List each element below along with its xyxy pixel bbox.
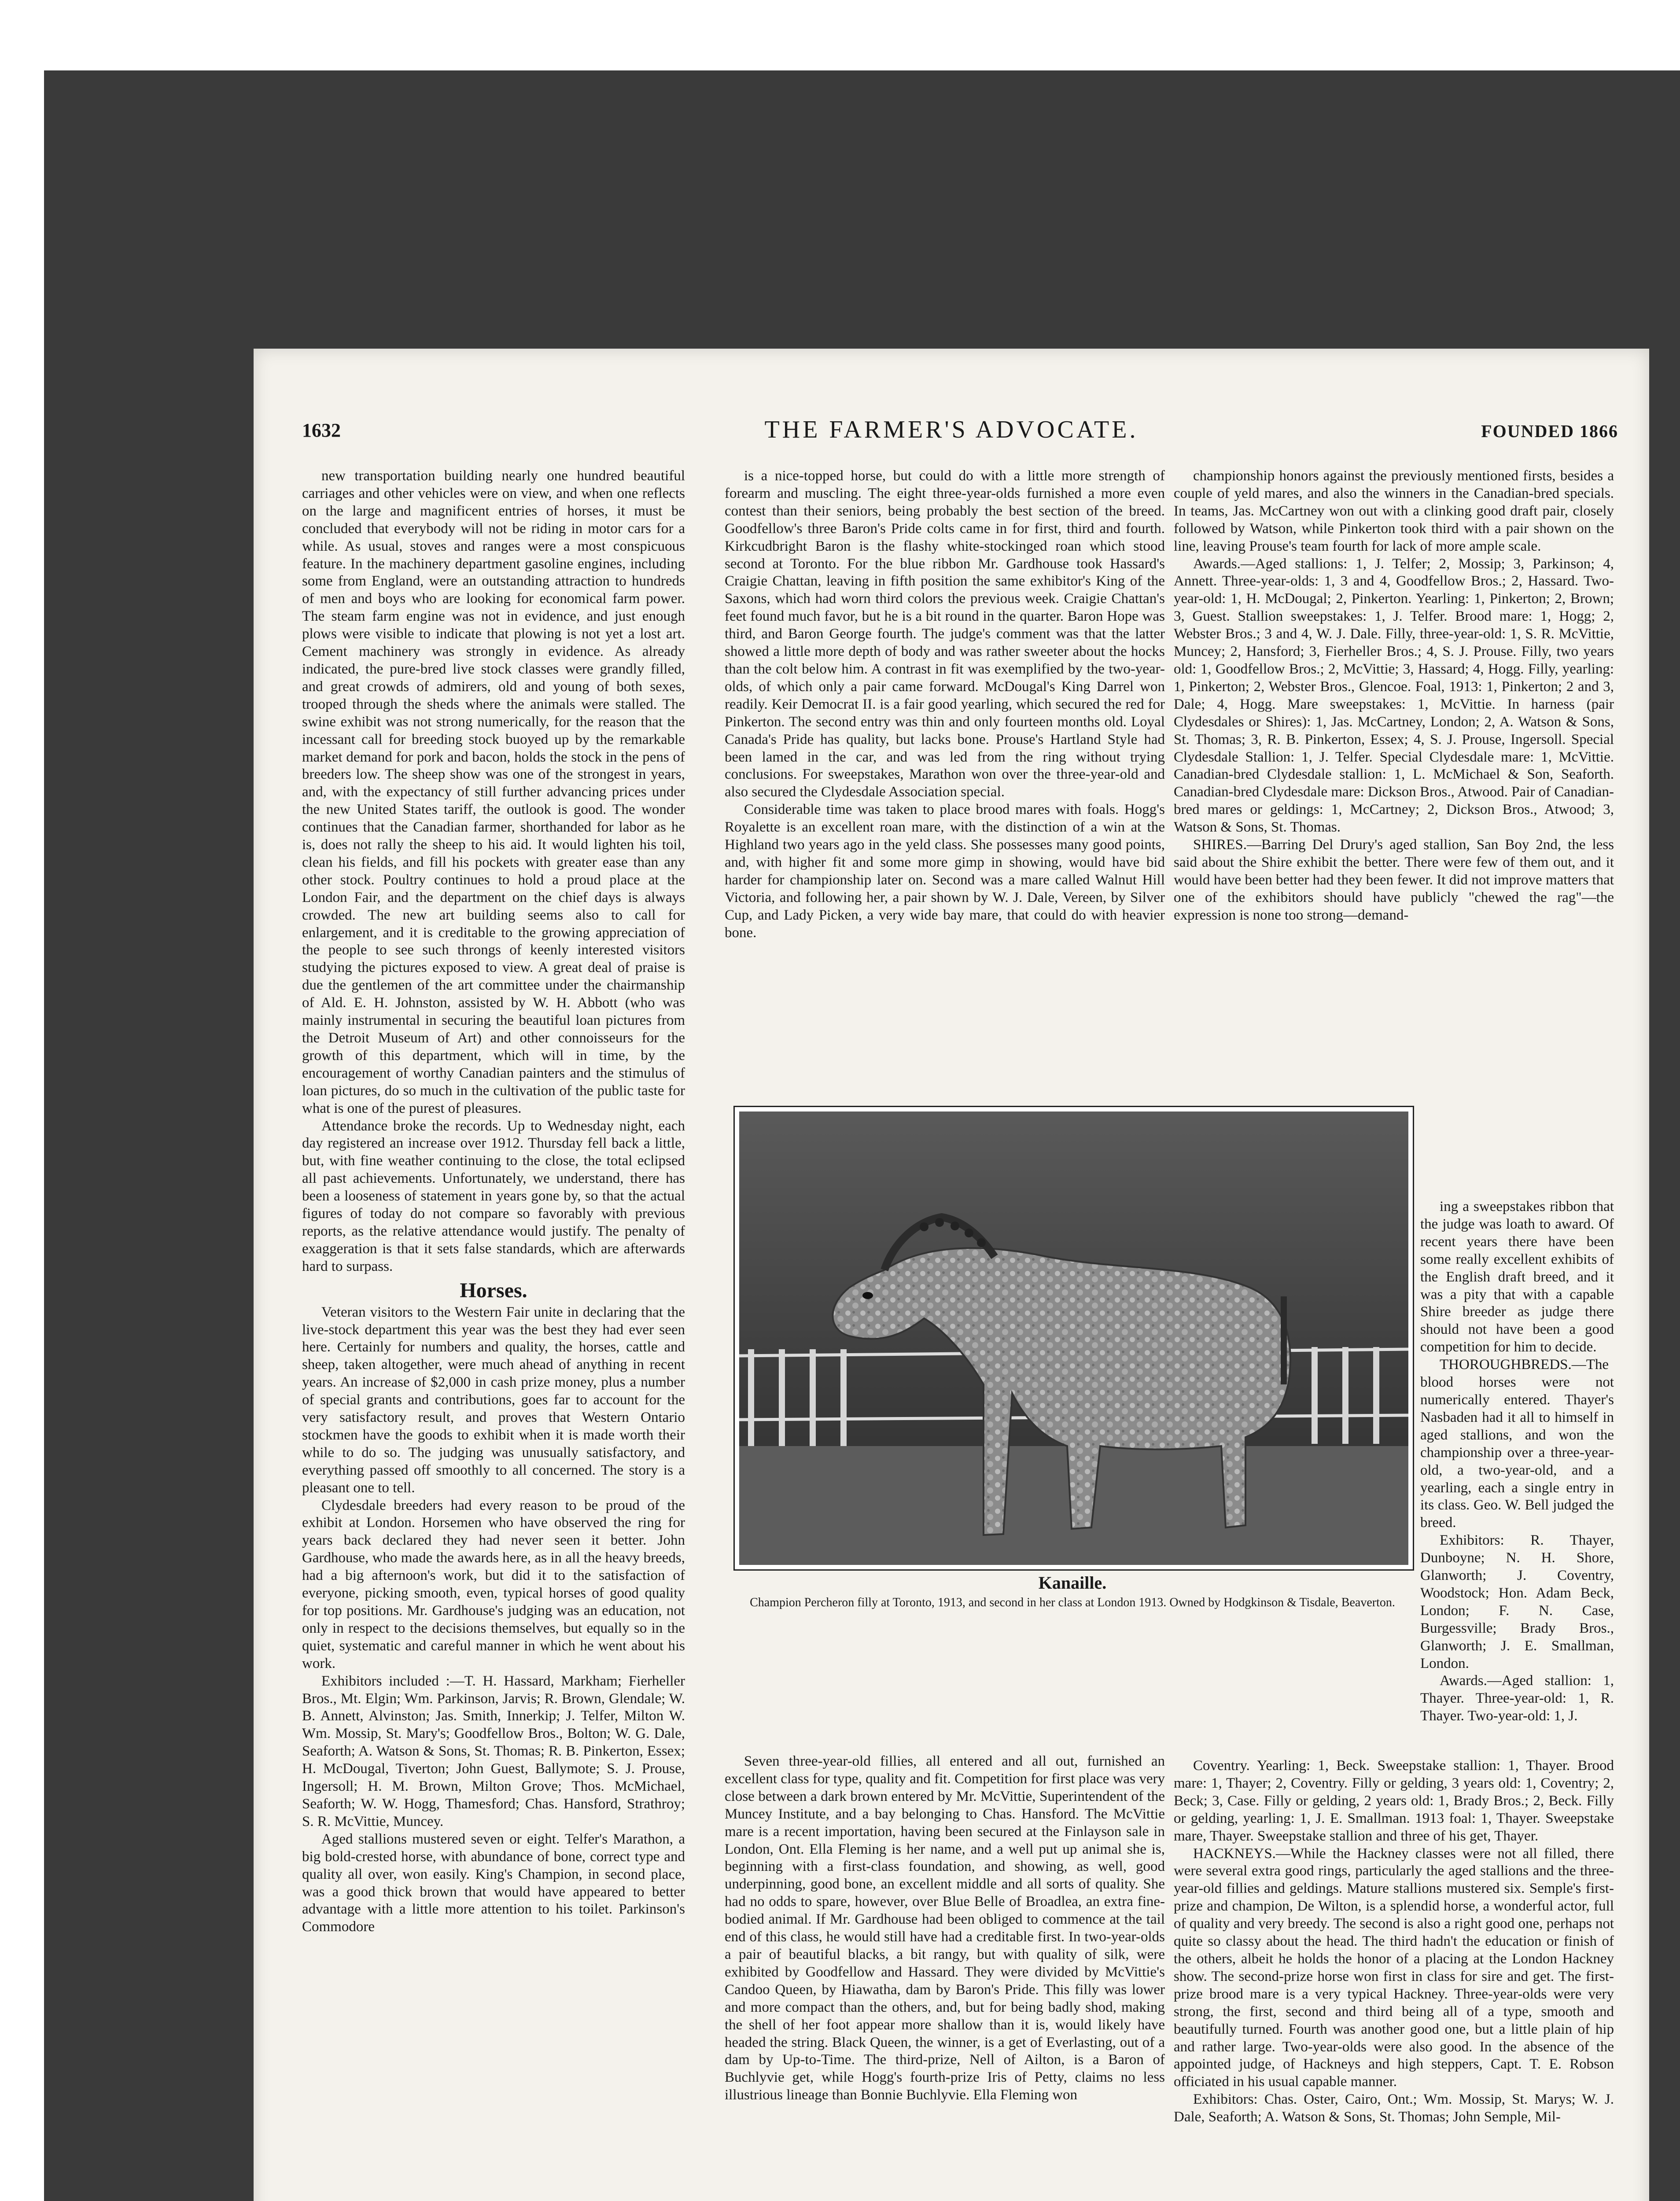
- section-heading-horses: Horses.: [460, 1278, 527, 1302]
- column-middle-lower: [725, 1753, 1165, 2201]
- paragraph: championship honors against the previously mentioned firsts, besides a couple of yeld mares, and also the winners in the Canadian-bred specials. In teams, Jas. McCartney won out with a clinking good draft pair, closely followed by Watson, while Pinkerton took third with a pair shown on the line, leaving Prouse's team fourth for lack of more ample scale.: [1174, 468, 1614, 554]
- paragraph: Clydesdale breeders had every reason to be proud of the exhibit at London. Horsemen who have observed the ring for years back declared they had never seen it better. John Gardhouse, who made the awards here, as in all the heavy breeds, had a big afternoon's work, but did it to the satisfaction of everyone, picking smooth, even, typical horses of good quality for top positions. Mr. Gardhouse's judging was an education, not only in respect to the decisions themselves, but equally so in the quiet, systematic and careful manner in which he went about his work.: [302, 1497, 685, 1671]
- paragraph: Exhibitors included :—T. H. Hassard, Markham; Fierheller Bros., Mt. Elgin; Wm. Parkinson, Jarvis; R. Brown, Glendale; W. B. Annett, Alvinston; Jas. Smith, Innerkip; J. Telfer, Milton W. Wm. Mossip, St. Mary's; Goodfellow Bros., Bolton; W. G. Dale, Seaforth; A. Watson & Sons, St. Thomas; R. B. Pinkerton, Essex; H. McDougal, Tiverton; John Guest, Ballymote; S. J. Prouse, Ingersoll; H. M. Brown, Milton Grove; Thos. McMichael, Seaforth; W. W. Hogg, Thamesford; Chas. Hansford, Strathroy; S. R. McVittie, Muncey.: [302, 1673, 685, 1829]
- caption-title: Kanaille.: [1038, 1573, 1107, 1593]
- paragraph: THOROUGHBREDS.—The blood horses were not numerically entered. Thayer's Nasbaden had it all to himself in aged stallions, and won the championship over a three-year-old, a two-year-old, and a yearling, each a single entry in its class. Geo. W. Bell judged the breed.: [1420, 1357, 1614, 1531]
- horse-photograph: [733, 1106, 1414, 1571]
- column-right-narrow: [1420, 1198, 1614, 1753]
- column-right: [1174, 467, 1614, 1198]
- page-header: [254, 416, 1649, 445]
- paragraph: new transportation building nearly one hundred beautiful carriages and other vehicles were on view, and when one reflects on the large and magnificent entries of horses, it must be concluded that everybody will not be riding in motor cars for a while. As usual, stoves and ranges were a most conspicuous feature. In the machinery department gasoline engines, including some from England, were an outstanding attraction to hundreds of men and boys who are looking for economical farm power. The steam farm engine was not in evidence, and just enough plows were visible to indicate that plowing is not yet a lost art. Cement machinery was strongly in evidence. As already indicated, the pure-bred live stock classes were grandly filled, and great crowds of admirers, old and young of both sexes, trooped through the sheds where the animals were stalled. The swine exhibit was not strong numerically, for the reason that the incessant call for breeding stock buoyed up by the remarkable market demand for pork and bacon, holds the stock in the pens of breeders low. The sheep show was one of the strongest in years, and, with the expectancy of still further advancing prices under the new United States tariff, the outlook is good. The wonder continues that the Canadian farmer, shorthanded for labor as he is, does not rally the sheep to his aid. It would lighten his toil, clean his fields, and fill his pockets with greater ease than any other stock. Poultry continues to hold a proud place at the London Fair, and the department on the chief days is always crowded. The new art building seems also to call for enlargement, and it is creditable to the growing appreciation of the people to see such throngs of keenly interested visitors studying the pictures exposed to view. A great deal of praise is due the gentlemen of the art committee under the chairmanship of Ald. E. H. Johnston, assisted by W. H. Abbott (who was mainly instrumental in securing the beautiful loan pictures from the Detroit Museum of Art) and other connoisseurs for the growth of this department, which will in time, by the encouragement of worthy Canadian painters and the stimulus of loan pictures, do so much in the cultivation of the public taste for what is one of the purest of pleasures.: [302, 468, 685, 1116]
- paragraph: Exhibitors: R. Thayer, Dunboyne; N. H. Shore, Glanworth; J. Coventry, Woodstock; Hon. Adam Beck, London; F. N. Case, Burgessville; Brady Bros., Glanworth; J. E. Smallman, London.: [1420, 1532, 1614, 1671]
- paragraph: ing a sweepstakes ribbon that the judge was loath to award. Of recent years there have been some really excellent exhibits of the English draft breed, and it was a pity that with a capable Shire breeder as judge there should not have been a good competition for him to decide.: [1420, 1199, 1614, 1355]
- page-number: 1632: [302, 420, 341, 441]
- photo-caption: [733, 1572, 1411, 1611]
- percheron-horse-image: [739, 1112, 1408, 1565]
- paragraph: Seven three-year-old fillies, all entered and all out, furnished an excellent class for type, quality and fit. Competition for first place was very close between a dark brown entered by Mr. McVittie, Superintendent of the Muncey Institute, and a bay belonging to Chas. Hansford. The McVittie mare is a recent importation, having been secured at the Finlayson sale in London, Ont. Ella Fleming is her name, and a well put up animal she is, beginning with a first-class foundation, and showing, as well, good underpinning, good bone, an excellent middle and all sorts of quality. She had no odds to spare, however, over Blue Belle of Broadlea, an extra fine-bodied animal. If Mr. Gardhouse had been obliged to commence at the tail end of this class, he would still have had a creditable first. In two-year-olds a pair of beautiful blacks, a bit rangy, but with quality of silk, were exhibited by Goodfellow and Hassard. They were divided by McVittie's Candoo Queen, by Hiawatha, dam by Baron's Pride. This filly was lower and more compact than the others, and, but for being badly shod, making the shell of her foot appear more shallow than it is, would likely have headed the string. Black Queen, the winner, is a get of Everlasting, out of a dam by Up-to-Time. The third-prize, Nell of Ailton, is a Baron of Buchlyvie get, while Hogg's fourth-prize Iris of Petty, claims no less illustrious lineage than Bonnie Buchlyvie. Ella Fleming won: [725, 1753, 1165, 2103]
- paragraph: Veteran visitors to the Western Fair unite in declaring that the live-stock department this year was the best they had ever seen here. Certainly for numbers and quality, the horses, cattle and sheep, taken altogether, were much ahead of anything in recent years. An increase of $2,000 in cash prize money, plus a number of special grants and contributions, goes far to account for the very satisfactory result, and proves that Western Ontario stockmen have the goods to exhibit when it is made worth their while to do so. The judging was unusually satisfactory, and everything passed off smoothly to all concerned. The story is a pleasant one to tell.: [302, 1304, 685, 1496]
- paragraph: Attendance broke the records. Up to Wednesday night, each day registered an increase over 1912. Thursday fell back a little, but, with fine weather continuing to the close, the total eclipsed all past achievements. Unfortunately, we understand, there has been a looseness of statement in years gone by, so that the actual figures of today do not compare so favorably with previous reports, as the relative attendance would justify. The penalty of exaggeration is that it sets false standards, which are afterwards hard to surpass.: [302, 1118, 685, 1274]
- founded-note: FOUNDED 1866: [1481, 421, 1618, 441]
- newspaper-page: [254, 349, 1649, 2201]
- paragraph: is a nice-topped horse, but could do with a little more strength of forearm and muscling. The eight three-year-olds furnished a more even contest than their seniors, being probably the best section of the breed. Goodfellow's three Baron's Pride colts came in for first, third and fourth. Kirkcudbright Baron is the flashy white-stockinged roan which stood second at Toronto. For the blue ribbon Mr. Gardhouse took Hassard's Craigie Chattan, leaving in fifth position the same exhibitor's King of the Saxons, which had worn third colors the previous week. Craigie Chattan's feet found much favor, but he is a bit round in the quarter. Baron Hope was third, and Baron George fourth. The judge's comment was that the latter showed a little more depth of body and was rather sweeter about the hocks than the colt below him. A contrast in fit was exemplified by the two-year-olds, of which only a pair came forward. McDougal's King Darrel won readily. Keir Democrat II. is a fair good yearling, which secured the red for Pinkerton. The second entry was thin and only fourteen months old. Loyal Canada's Pride has quality, but lacks bone. Prouse's Hartland Style had been lamed in the car, and was led from the ring without trying conclusions. For sweepstakes, Marathon won over the three-year-old and also secured the Clydesdale Association special.: [725, 468, 1165, 800]
- paragraph: Awards.—Aged stallions: 1, J. Telfer; 2, Mossip; 3, Parkinson; 4, Annett. Three-year-olds: 1, 3 and 4, Goodfellow Bros.; 2, Hassard. Two-year-old: 1, H. McDougal; 2, Pinkerton. Yearling: 1, Pinkerton; 2, Brown; 3, Guest. Stallion sweepstakes: 1, J. Telfer. Brood mare: 1, Hogg; 2, Webster Bros.; 3 and 4, W. J. Dale. Filly, three-year-old: 1, S. R. McVittie, Muncey; 2, Hansford; 3, Fierheller Bros.; 4, S. J. Prouse. Filly, two years old: 1, Goodfellow Bros.; 2, McVittie; 3, Hassard; 4, Hogg. Filly, yearling: 1, Pinkerton; 2, Webster Bros., Glencoe. Foal, 1913: 1, Pinkerton; 2 and 3, Dale; 4, Hogg. Mare sweepstakes: 1, McVittie. In harness (pair Clydesdales or Shires): 1, Jas. McCartney, London; 2, A. Watson & Sons, St. Thomas; 3, R. B. Pinkerton, Essex; 4, S. J. Prouse, Ingersoll. Special Clydesdale Stallion: 1, J. Telfer. Special Clydesdale mare: 1, McVittie. Canadian-bred Clydesdale stallion: 1, L. McMichael & Son, Seaforth. Canadian-bred Clydesdale mare: Dickson Bros., Atwood. Pair of Canadian-bred mares or geldings: 1, McCartney; 2, Dickson Bros., Atwood; 3, Watson & Sons, St. Thomas.: [1174, 556, 1614, 835]
- paragraph: Awards.—Aged stallion: 1, Thayer. Three-year-old: 1, R. Thayer. Two-year-old: 1, J.: [1420, 1673, 1614, 1724]
- paragraph: Aged stallions mustered seven or eight. Telfer's Marathon, a big bold-crested horse, with abundance of bone, correct type and quality all over, won easily. King's Champion, in second place, was a good thick brown that would have appeared to better advantage with a little more attention to his toilet. Parkinson's Commodore: [302, 1831, 685, 1935]
- paragraph: Considerable time was taken to place brood mares with foals. Hogg's Royalette is an excellent roan mare, with the distinction of a win at the Highland two years ago in the yeld class. She possesses many good points, and, with higher fit and some more gimp in showing, would have bid harder for championship later on. Second was a mare called Walnut Hill Victoria, and following her, a pair shown by W. J. Dale, Vereen, by Silver Cup, and Lady Picken, a very wide bay mare, that could do with heavier bone.: [725, 802, 1165, 941]
- paragraph: Exhibitors: Chas. Oster, Cairo, Ont.; Wm. Mossip, St. Marys; W. J. Dale, Seaforth; A. Watson & Sons, St. Thomas; John Semple, Mil-: [1174, 2091, 1614, 2125]
- caption-text: Champion Percheron filly at Toronto, 1913, and second in her class at London 1913. Owned by Hodgkinson & Tisdale, Beaverton.: [750, 1596, 1395, 1609]
- column-right-lower: [1174, 1757, 1614, 2201]
- paragraph: HACKNEYS.—While the Hackney classes were not all filled, there were several extra good rings, particularly the aged stallions and the three-year-old fillies and geldings. Mature stallions mustered six. Semple's first-prize and champion, De Wilton, is a splendid horse, a wonderful actor, full of quality and very breedy. The second is also a right good one, perhaps not quite so classy about the head. The third hadn't the education or finish of the others, albeit he holds the honor of a placing at the London Hackney show. The second-prize horse won first in class for sire and get. The first-prize brood mare is a very typical Hackney. Three-year-olds were very strong, the first, second and third being all of a type, smooth and beautifully turned. Fourth was another good one, but a little plain of hip and rather large. Two-year-olds were also good. In the absence of the appointed judge, of Hackneys and high steppers, Capt. T. E. Robson officiated in his usual capable manner.: [1174, 1845, 1614, 2090]
- paragraph: Coventry. Yearling: 1, Beck. Sweepstake stallion: 1, Thayer. Brood mare: 1, Thayer; 2, Coventry. Filly or gelding, 3 years old: 1, Coventry; 2, Beck; 3, Case. Filly or gelding, 2 years old: 1, Brady Bros.; 2, Beck. Filly or gelding, yearling: 1, J. E. Smallman. 1913 foal: 1, Thayer. Sweepstake mare, Thayer. Sweepstake stallion and three of his get, Thayer.: [1174, 1758, 1614, 1844]
- paragraph: SHIRES.—Barring Del Drury's aged stallion, San Boy 2nd, the less said about the Shire exhibit the better. There were few of them out, and it would have been better had they been fewer. It did not improve matters that one of the exhibitors should have publicly "chewed the rag"—the expression is none too strong—demand-: [1174, 837, 1614, 923]
- masthead-title: THE FARMER'S ADVOCATE.: [764, 416, 1138, 443]
- column-left: [302, 467, 685, 2201]
